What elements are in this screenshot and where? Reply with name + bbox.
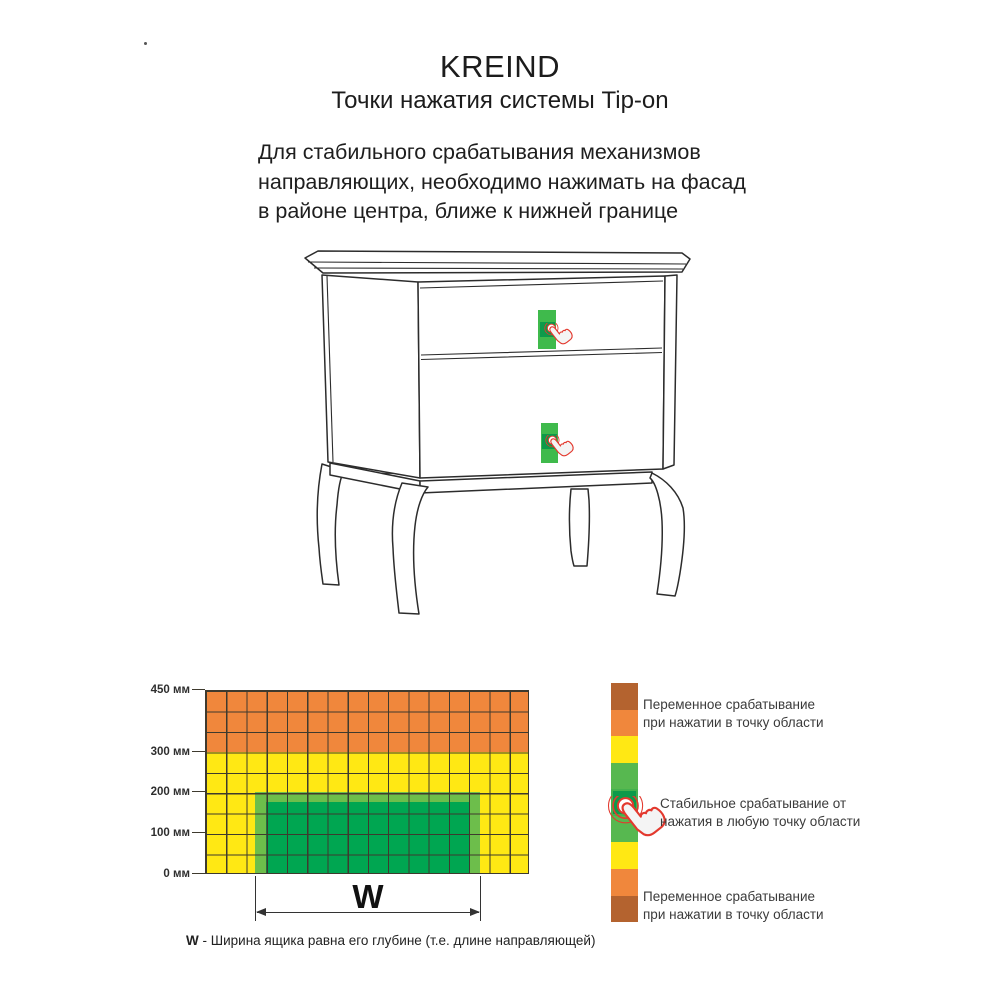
arrowhead-right <box>470 908 480 916</box>
footnote-symbol: W <box>186 933 199 948</box>
footnote-text: - Ширина ящика равна его глубине (т.е. длине направляющей) <box>198 933 596 948</box>
legend-label-line: Стабильное срабатывание от <box>660 796 847 811</box>
front-right-leg <box>650 473 684 596</box>
grid-lines <box>205 690 529 874</box>
speck-artifact <box>144 42 147 45</box>
press-hand-icon <box>541 323 575 357</box>
legend-label-line: при нажатии в точку области <box>643 714 824 730</box>
y-tick-0: 0 мм <box>163 868 190 880</box>
legend-label-variable-bottom <box>643 888 824 923</box>
legend-label-line: Переменное срабатывание <box>643 889 816 904</box>
intro-text <box>258 138 746 227</box>
side-panel <box>322 275 420 478</box>
nightstand-line-art <box>294 242 698 622</box>
press-hand-icon <box>542 435 576 469</box>
y-tick-dash <box>192 791 205 792</box>
width-label: W <box>352 878 384 915</box>
rear-right-leg <box>570 489 590 566</box>
legend-segment-4 <box>611 763 638 790</box>
y-tick-dash <box>192 832 205 833</box>
y-tick-300: 300 мм <box>150 745 190 758</box>
y-tick-450: 450 мм <box>150 684 190 696</box>
legend-segment-8 <box>611 869 638 896</box>
legend-label-line: Переменное срабатывание <box>643 697 816 712</box>
width-extension-line-right <box>480 876 481 921</box>
footnote <box>186 933 595 948</box>
intro-line: в районе центра, ближе к нижней границе <box>258 199 679 223</box>
press-zone-grid <box>205 690 529 874</box>
arrowhead-left <box>256 908 266 916</box>
legend-label-variable-top <box>643 696 824 731</box>
legend-segment-2 <box>611 710 638 737</box>
legend-segment-1 <box>611 683 638 710</box>
page-subtitle: Точки нажатия системы Tip-on <box>331 87 669 114</box>
y-tick-dash <box>192 873 205 874</box>
legend-label-stable <box>660 795 860 830</box>
nightstand-illustration <box>294 242 698 622</box>
page-title: KREIND <box>439 49 561 84</box>
y-tick-dash <box>192 751 205 752</box>
y-tick-100: 100 мм <box>150 826 190 839</box>
legend-segment-3 <box>611 736 638 763</box>
right-edge-stile <box>663 275 677 469</box>
legend-label-line: при нажатии в точку области <box>643 906 824 922</box>
legend-segment-9 <box>611 896 638 923</box>
intro-line: Для стабильного срабатывания механизмов <box>258 140 701 164</box>
intro-line: направляющих, необходимо нажимать на фасад <box>258 169 746 194</box>
y-tick-200: 200 мм <box>150 786 190 798</box>
front-left-leg <box>392 483 428 614</box>
y-tick-dash <box>192 689 205 690</box>
legend-label-line: нажатия в любую точку области <box>660 813 861 829</box>
rear-left-leg <box>317 464 344 585</box>
